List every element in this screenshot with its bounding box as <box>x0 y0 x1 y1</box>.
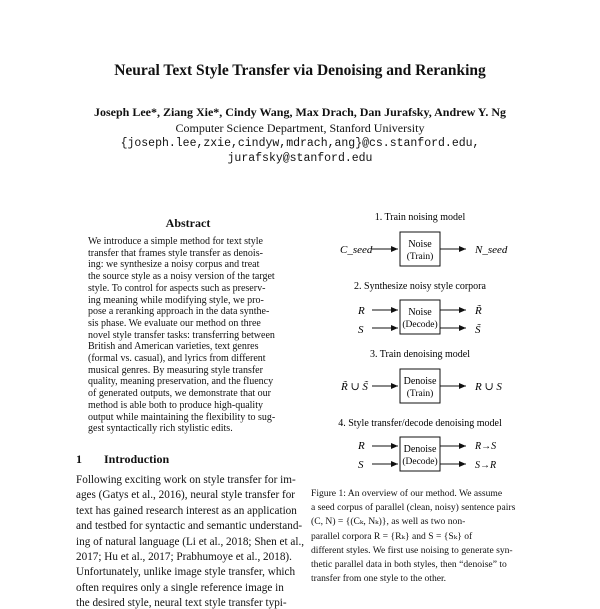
panel-3-title: 3. Train denoising model <box>369 349 471 360</box>
panel-2-title: 2. Synthesize noisy style corpora <box>354 281 486 292</box>
panel-2-input-top: R <box>358 305 365 317</box>
box-3-label-bottom: (Train) <box>406 389 434 399</box>
intro-line: the desired style, neural text style transfer typi- <box>76 597 287 609</box>
panel-3-input: R̃ ∪ S̃ <box>341 381 368 393</box>
panel-1-title: 1. Train noising model <box>374 212 466 223</box>
panel-1-output: N_seed <box>475 244 508 256</box>
abstract-line: (formal vs. casual), and lyrics from different <box>88 353 266 364</box>
intro-line: ing of natural language (Li et al., 2018; Shen et al., <box>76 535 305 548</box>
panel-4-input-top: R <box>358 440 365 452</box>
box-4-label-top: Denoise <box>403 444 437 455</box>
intro-line: often requires only a single reference image in <box>76 581 284 594</box>
box-2-label-top: Noise <box>408 307 432 318</box>
affiliation: Computer Science Department, Stanford University <box>175 121 425 135</box>
box-3-label-top: Denoise <box>403 376 437 387</box>
panel-2-input-bottom: S <box>358 324 364 336</box>
abstract-heading: Abstract <box>165 216 211 230</box>
caption-line: a seed corpus of parallel (clean, noisy) sentence pairs <box>311 502 516 514</box>
box-2-label-bottom: (Decode) <box>402 320 438 330</box>
abstract-line: of generated outputs, we demonstrate that our <box>88 388 271 400</box>
email-line-2: jurafsky@stanford.edu <box>227 152 373 165</box>
email-line-1: {joseph.lee,zxie,cindyw,mdrach,ang}@cs.stanford.edu, <box>120 137 480 150</box>
abstract-line: pose a reranking approach in the data synthe- <box>88 306 270 318</box>
panel-4-output-bottom: S→R <box>475 460 497 471</box>
intro-line: Following exciting work on style transfer for im- <box>76 474 296 486</box>
caption-line: (C, N) = {(Cₖ, Nₖ)}, as well as two non- <box>311 516 466 528</box>
abstract-line: novel style transfer tasks: transferring between <box>88 329 275 341</box>
box-1-label-top: Noise <box>408 239 432 250</box>
abstract-line: quality, meaning preservation, and the fluency <box>88 376 274 388</box>
box-4-label-bottom: (Decode) <box>402 457 438 467</box>
panel-4-input-bottom: S <box>358 459 364 471</box>
abstract-line: ing: we synthesize a noisy corpus and treat <box>88 259 260 271</box>
abstract-line: We introduce a simple method for text style <box>88 236 263 247</box>
abstract-line: style. To control for aspects such as preserv- <box>88 282 266 294</box>
panel-4-output-top: R→S <box>475 441 497 452</box>
section-number: 1 <box>76 452 82 466</box>
intro-line: and testbed for syntactic and semantic understand- <box>76 520 303 533</box>
panel-1-input: C_seed <box>340 244 373 256</box>
caption-line: different styles. We first use noising to generate syn- <box>311 544 513 556</box>
abstract-line: the source style as a noisy version of the target <box>88 271 275 283</box>
intro-line: Unfortunately, unlike image style transfer, which <box>76 566 296 579</box>
caption-line: thetic parallel data in both styles, then “denoise” to <box>311 559 507 570</box>
abstract-line: gest syntactically rich stylistic edits. <box>88 423 233 435</box>
caption-line: Figure 1: An overview of our method. We assume <box>311 488 503 499</box>
author-list: Joseph Lee*, Ziang Xie*, Cindy Wang, Max Drach, Dan Jurafsky, Andrew Y. Ng <box>93 105 507 119</box>
panel-3-output: R ∪ S <box>475 381 502 393</box>
panel-4-title: 4. Style transfer/decode denoising model <box>338 418 502 429</box>
panel-2-output-top: R̃ <box>475 305 482 317</box>
abstract-line: British and American varieties, text genres <box>88 341 259 353</box>
abstract-line: transfer that frames style transfer as denois- <box>88 247 263 259</box>
paper-title: Neural Text Style Transfer via Denoising and Reranking <box>114 62 486 79</box>
section-heading: Introduction <box>104 452 170 466</box>
box-1-label-bottom: (Train) <box>406 252 434 262</box>
intro-line: 2017; Hu et al., 2017; Prabhumoye et al., 2018). <box>76 551 292 563</box>
abstract-line: musical genres. By measuring style transfer <box>88 364 263 376</box>
caption-line: parallel corpora R = {Rₖ} and S = {Sₖ} of <box>311 530 473 542</box>
intro-line: ages (Gatys et al., 2016), neural style transfer for <box>76 489 296 502</box>
abstract-line: ing meaning while modifying style, we pro- <box>88 294 264 306</box>
abstract-line: method is able both to produce high-quality <box>88 399 263 411</box>
panel-2-output-bottom: S̃ <box>475 324 481 336</box>
abstract-line: sis phase. We evaluate our method on three <box>88 317 261 329</box>
intro-line: text has gained research interest as an application <box>76 504 297 517</box>
caption-line: transfer from one style to the other. <box>311 573 447 585</box>
abstract-line: output while maintaining the flexibility to sug- <box>88 411 276 423</box>
